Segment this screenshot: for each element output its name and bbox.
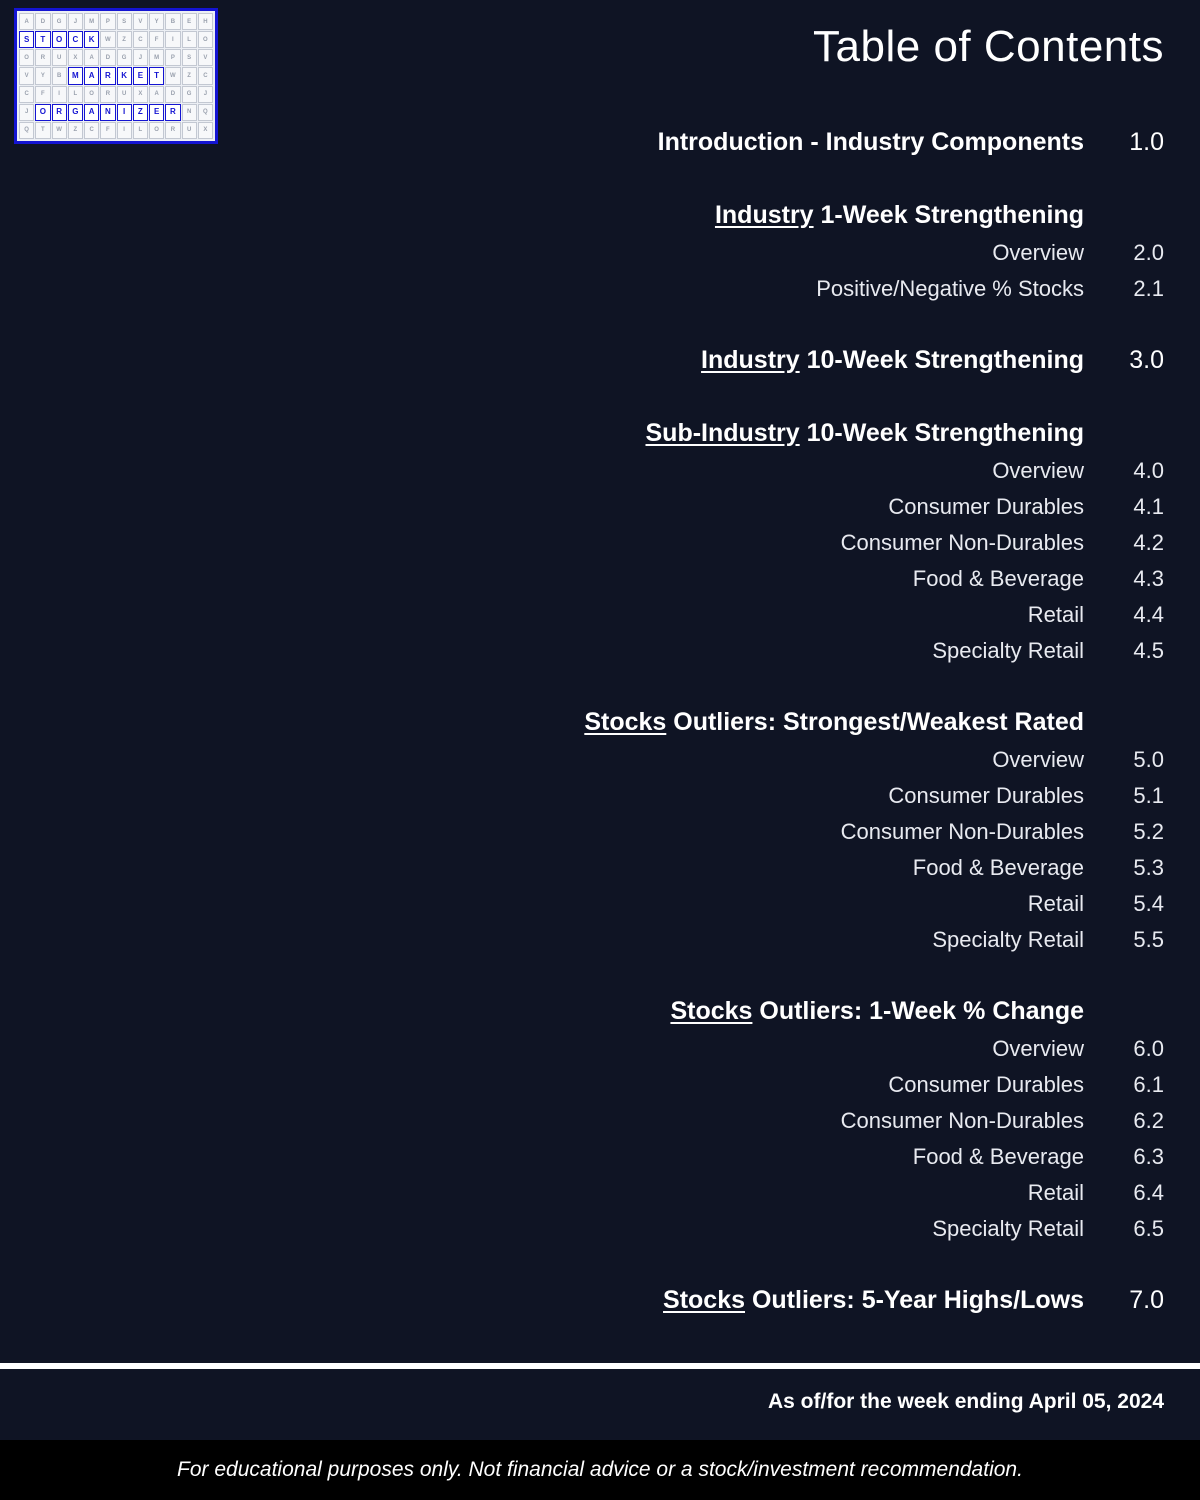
- logo-tile: C: [68, 31, 83, 48]
- logo-tile: X: [133, 86, 148, 103]
- toc-section-row[interactable]: [0, 997, 1164, 1026]
- logo-tile: L: [182, 31, 197, 48]
- logo-tile: T: [149, 67, 164, 84]
- toc-spacer: [0, 157, 1164, 201]
- toc-section-keyword: Stocks: [584, 708, 667, 736]
- logo-tile: C: [19, 86, 34, 103]
- logo-tile: K: [117, 67, 132, 84]
- toc-item-row[interactable]: [0, 891, 1164, 917]
- logo-tile: X: [198, 122, 213, 139]
- logo-tile: O: [149, 122, 164, 139]
- toc-section-rest: Outliers: 5-Year Highs/Lows: [745, 1286, 1084, 1314]
- logo-tile: M: [68, 67, 83, 84]
- toc-item-row[interactable]: [0, 783, 1164, 809]
- toc-item-row[interactable]: [0, 494, 1164, 520]
- toc-item-number: 6.4: [1133, 1180, 1164, 1205]
- logo-tile: C: [84, 122, 99, 139]
- logo-tile: C: [198, 67, 213, 84]
- toc-item-number: 6.0: [1133, 1036, 1164, 1061]
- logo-tile: W: [52, 122, 67, 139]
- logo-tile: P: [165, 49, 180, 66]
- toc-spacer: [0, 375, 1164, 419]
- logo-tile: J: [19, 104, 34, 121]
- logo-tile: E: [149, 104, 164, 121]
- logo-tile: R: [35, 49, 50, 66]
- toc-sections: [0, 157, 1164, 1315]
- page-title: Table of Contents: [813, 22, 1164, 71]
- logo-tile: L: [68, 86, 83, 103]
- logo-tile: R: [52, 104, 67, 121]
- toc-section-label: [670, 997, 1102, 1026]
- toc-item-row[interactable]: [0, 1216, 1164, 1242]
- toc-section-keyword: Industry: [701, 346, 800, 374]
- logo-tile: Z: [117, 31, 132, 48]
- disclaimer-text: For educational purposes only. Not financial advice or a stock/investment recommendation.: [177, 1458, 1023, 1481]
- logo-tile: G: [52, 13, 67, 30]
- toc-item-label: Consumer Durables: [888, 1072, 1084, 1097]
- logo-tile: N: [100, 104, 115, 121]
- toc-item-row[interactable]: [0, 927, 1164, 953]
- logo-tile: S: [182, 49, 197, 66]
- logo-tile: J: [198, 86, 213, 103]
- toc-section-number: 3.0: [1129, 346, 1164, 374]
- toc-item-label: Consumer Durables: [888, 494, 1084, 519]
- toc-item-row[interactable]: [0, 276, 1164, 302]
- logo-tile: R: [100, 86, 115, 103]
- logo-tile: O: [35, 104, 50, 121]
- as-of-note: As of/for the week ending April 05, 2024: [768, 1390, 1164, 1413]
- toc-item-label: Consumer Non-Durables: [840, 819, 1084, 844]
- toc-intro-number: 1.0: [1129, 128, 1164, 156]
- toc-section-keyword: Sub-Industry: [645, 419, 800, 447]
- toc-item-number: 5.1: [1133, 783, 1164, 808]
- toc-item-row[interactable]: [0, 602, 1164, 628]
- toc-section-rest: 10-Week Strengthening: [799, 346, 1084, 374]
- logo-tile: R: [165, 104, 180, 121]
- logo-tile: M: [84, 13, 99, 30]
- toc-item-number: 4.2: [1133, 530, 1164, 555]
- toc-item-row[interactable]: [0, 638, 1164, 664]
- logo-tile: V: [133, 13, 148, 30]
- logo-tile: A: [19, 13, 34, 30]
- logo-tile: B: [165, 13, 180, 30]
- logo-tile: Y: [35, 67, 50, 84]
- toc-item-label: Specialty Retail: [932, 927, 1084, 952]
- logo-tile: D: [165, 86, 180, 103]
- footer-divider: [0, 1363, 1200, 1369]
- logo-tile: A: [84, 67, 99, 84]
- toc-item-label: Consumer Durables: [888, 783, 1084, 808]
- logo-tile: T: [35, 31, 50, 48]
- toc-item-label: Consumer Non-Durables: [840, 1108, 1084, 1133]
- logo-letter-grid: [17, 11, 215, 141]
- toc-item-row[interactable]: [0, 747, 1164, 773]
- toc-section-keyword: Industry: [714, 201, 814, 229]
- toc-section-label: [701, 346, 1102, 375]
- toc-item-number: 6.3: [1133, 1144, 1164, 1169]
- logo-tile: A: [84, 104, 99, 121]
- logo-tile: Y: [149, 13, 164, 30]
- toc-item-number: 5.2: [1133, 819, 1164, 844]
- toc-item-label: Overview: [992, 240, 1084, 265]
- toc-item-row[interactable]: [0, 1072, 1164, 1098]
- toc-item-row[interactable]: [0, 1036, 1164, 1062]
- logo-tile: O: [19, 49, 34, 66]
- logo-tile: L: [133, 122, 148, 139]
- toc-item-number: 6.1: [1133, 1072, 1164, 1097]
- logo-tile: O: [84, 86, 99, 103]
- logo-tile: O: [52, 31, 67, 48]
- logo-tile: W: [100, 31, 115, 48]
- logo-tile: W: [165, 67, 180, 84]
- logo-tile: F: [35, 86, 50, 103]
- toc-item-number: 4.5: [1133, 638, 1164, 663]
- toc-item-label: Retail: [1027, 602, 1084, 627]
- toc-section-keyword: Stocks: [670, 997, 753, 1025]
- logo-tile: V: [19, 67, 34, 84]
- toc-item-label: Overview: [992, 458, 1084, 483]
- logo-tile: H: [198, 13, 213, 30]
- disclaimer-band: [0, 1440, 1200, 1500]
- toc-item-number: 4.3: [1133, 566, 1164, 591]
- logo-tile: Q: [19, 122, 34, 139]
- toc-intro-row[interactable]: [0, 128, 1164, 157]
- toc-section-rest: 10-Week Strengthening: [799, 419, 1084, 447]
- toc-item-row[interactable]: [0, 1180, 1164, 1206]
- logo-tile: M: [149, 49, 164, 66]
- toc-section-label: [715, 201, 1102, 230]
- toc-item-row[interactable]: [0, 1144, 1164, 1170]
- toc-item-number: 4.0: [1133, 458, 1164, 483]
- toc-spacer: [0, 664, 1164, 708]
- toc-section-row[interactable]: [0, 708, 1164, 737]
- toc-item-label: Specialty Retail: [932, 638, 1084, 663]
- toc-section-row[interactable]: [0, 419, 1164, 448]
- logo-tile: S: [117, 13, 132, 30]
- logo-tile: E: [182, 13, 197, 30]
- logo-tile: G: [68, 104, 83, 121]
- toc-item-label: Food & Beverage: [912, 855, 1084, 880]
- toc-section-rest: 1-Week Strengthening: [813, 201, 1084, 229]
- logo-tile: D: [100, 49, 115, 66]
- toc-section-keyword: Stocks: [663, 1286, 746, 1314]
- logo-tile: Z: [68, 122, 83, 139]
- toc-item-number: 2.1: [1133, 276, 1164, 301]
- logo-tile: F: [149, 31, 164, 48]
- toc-section-label: [663, 1286, 1102, 1315]
- logo-tile: P: [100, 13, 115, 30]
- logo-tile: D: [35, 13, 50, 30]
- logo-tile: S: [19, 31, 34, 48]
- toc-item-row[interactable]: [0, 819, 1164, 845]
- toc-section-rest: Outliers: Strongest/Weakest Rated: [666, 708, 1084, 736]
- logo-tile: U: [52, 49, 67, 66]
- logo-tile: C: [133, 31, 148, 48]
- toc-spacer: [0, 302, 1164, 346]
- toc-item-number: 6.2: [1133, 1108, 1164, 1133]
- logo-tile: N: [182, 104, 197, 121]
- toc-item-label: Food & Beverage: [912, 1144, 1084, 1169]
- toc-item-label: Overview: [992, 747, 1084, 772]
- toc-item-row[interactable]: [0, 1108, 1164, 1134]
- logo-tile: X: [68, 49, 83, 66]
- toc-item-row[interactable]: [0, 855, 1164, 881]
- toc-item-row[interactable]: [0, 566, 1164, 592]
- toc-item-row[interactable]: [0, 458, 1164, 484]
- toc-item-number: 6.5: [1133, 1216, 1164, 1241]
- logo-tile: U: [117, 86, 132, 103]
- toc-spacer: [0, 1242, 1164, 1286]
- toc-section-label: [646, 419, 1103, 448]
- toc-item-label: Positive/Negative % Stocks: [816, 276, 1084, 301]
- toc-intro-label: Introduction - Industry Components: [657, 128, 1084, 156]
- toc-item-number: 5.0: [1133, 747, 1164, 772]
- logo-tile: A: [84, 49, 99, 66]
- logo-tile: I: [117, 122, 132, 139]
- toc-item-number: 2.0: [1133, 240, 1164, 265]
- toc-section-row[interactable]: [0, 1286, 1164, 1315]
- table-of-contents: [0, 128, 1200, 1315]
- logo-tile: R: [165, 122, 180, 139]
- logo-tile: I: [52, 86, 67, 103]
- toc-item-number: 4.1: [1133, 494, 1164, 519]
- toc-item-label: Food & Beverage: [912, 566, 1084, 591]
- logo-tile: T: [35, 122, 50, 139]
- toc-item-number: 4.4: [1133, 602, 1164, 627]
- logo-tile: J: [68, 13, 83, 30]
- logo-tile: I: [165, 31, 180, 48]
- toc-item-number: 5.5: [1133, 927, 1164, 952]
- toc-item-label: Specialty Retail: [932, 1216, 1084, 1241]
- toc-item-label: Overview: [992, 1036, 1084, 1061]
- toc-section-label: [584, 708, 1102, 737]
- toc-spacer: [0, 953, 1164, 997]
- logo-tile: O: [198, 31, 213, 48]
- logo-tile: G: [182, 86, 197, 103]
- logo-tile: B: [52, 67, 67, 84]
- logo-tile: E: [133, 67, 148, 84]
- logo: [14, 8, 218, 144]
- logo-tile: A: [149, 86, 164, 103]
- toc-item-label: Retail: [1027, 891, 1084, 916]
- logo-tile: Q: [198, 104, 213, 121]
- logo-tile: V: [198, 49, 213, 66]
- logo-tile: I: [117, 104, 132, 121]
- logo-tile: G: [117, 49, 132, 66]
- logo-tile: Z: [133, 104, 148, 121]
- toc-item-number: 5.4: [1133, 891, 1164, 916]
- toc-section-rest: Outliers: 1-Week % Change: [752, 997, 1084, 1025]
- logo-tile: U: [182, 122, 197, 139]
- toc-item-row[interactable]: [0, 240, 1164, 266]
- toc-item-label: Consumer Non-Durables: [840, 530, 1084, 555]
- toc-section-row[interactable]: [0, 346, 1164, 375]
- logo-tile: K: [84, 31, 99, 48]
- toc-section-number: 7.0: [1129, 1286, 1164, 1314]
- logo-tile: Z: [182, 67, 197, 84]
- toc-section-row[interactable]: [0, 201, 1164, 230]
- logo-tile: F: [100, 122, 115, 139]
- toc-item-label: Retail: [1027, 1180, 1084, 1205]
- toc-item-row[interactable]: [0, 530, 1164, 556]
- logo-tile: R: [100, 67, 115, 84]
- toc-item-number: 5.3: [1133, 855, 1164, 880]
- logo-tile: J: [133, 49, 148, 66]
